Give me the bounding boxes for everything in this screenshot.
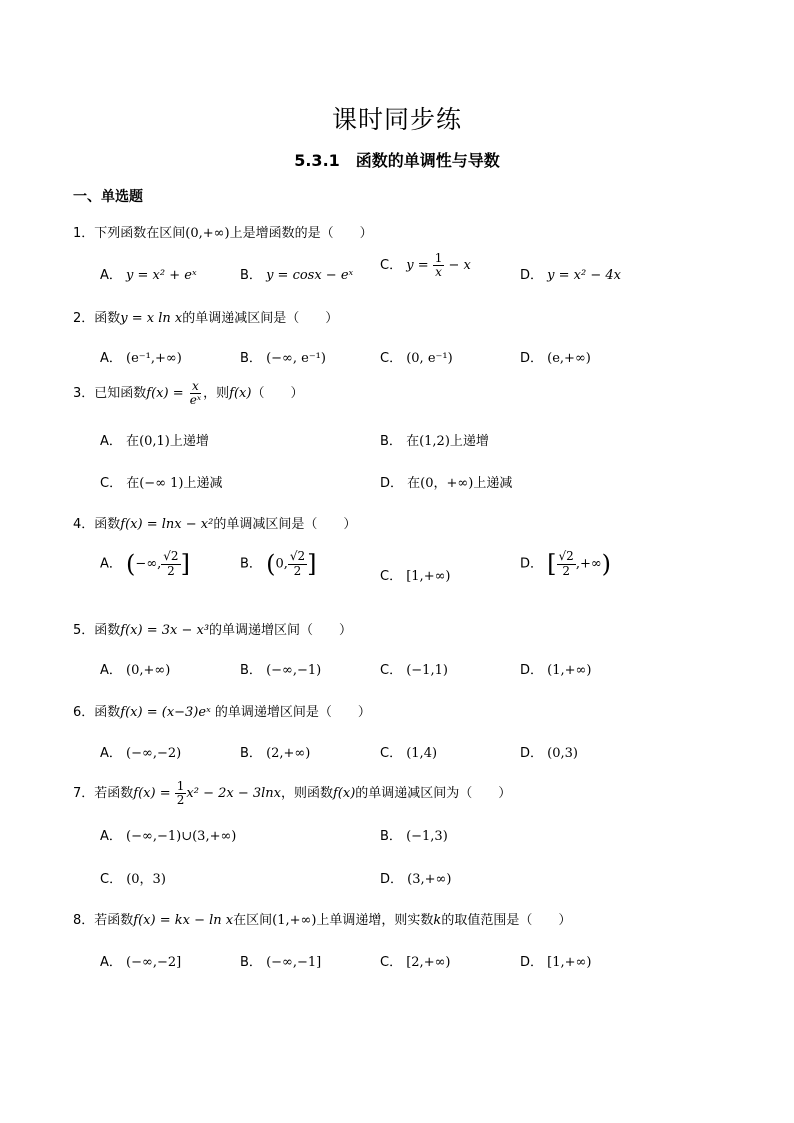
- bracket-close: ): [601, 550, 612, 578]
- option-2a[interactable]: [100, 347, 182, 366]
- question-text: 函数: [94, 517, 121, 532]
- bracket-open: (: [266, 550, 276, 578]
- option-text: (0，3): [126, 872, 166, 887]
- question-fraction: [188, 380, 203, 407]
- fraction-numerator: √2: [163, 549, 179, 564]
- option-label: A．: [100, 351, 122, 366]
- option-2d[interactable]: [520, 347, 591, 366]
- option-7b[interactable]: [380, 825, 448, 844]
- option-label: D．: [520, 268, 544, 283]
- option-3b[interactable]: [380, 430, 489, 449]
- option-label: C．: [380, 955, 403, 970]
- option-4a[interactable]: [100, 550, 190, 578]
- question-function: y = x ln x: [120, 311, 183, 326]
- option-label: A．: [100, 434, 122, 449]
- question-text-mid: ，则: [203, 386, 230, 402]
- question-8: [73, 909, 571, 928]
- bracket-close: ]: [307, 550, 317, 578]
- option-2b[interactable]: [240, 347, 326, 366]
- question-text-end: 的单调递增区间（ ）: [209, 623, 353, 638]
- question-text: 下列函数在区间: [94, 226, 186, 241]
- option-text: (−∞,−1): [266, 663, 322, 678]
- question-text: 若函数: [94, 913, 134, 928]
- bracket-open: [: [547, 550, 557, 578]
- option-8a[interactable]: [100, 951, 181, 970]
- question-4: [73, 513, 356, 532]
- option-text: 在: [407, 476, 421, 491]
- option-text: (−∞,−2): [126, 746, 182, 761]
- question-number: 5．: [73, 623, 95, 638]
- option-8b[interactable]: [240, 951, 321, 970]
- option-4b[interactable]: [240, 550, 317, 578]
- option-2c[interactable]: [380, 347, 453, 366]
- fraction-denominator: 2: [176, 793, 185, 808]
- option-label: B．: [240, 268, 262, 283]
- option-label: A．: [100, 663, 122, 678]
- option-label: B．: [240, 663, 262, 678]
- option-5b[interactable]: [240, 659, 321, 678]
- question-function: f(x) = (x−3)eˣ: [120, 705, 211, 720]
- question-text-mid: ，则函数: [280, 786, 333, 802]
- option-4c[interactable]: [380, 565, 451, 584]
- option-text: (1,4): [406, 746, 438, 761]
- fraction-numerator: 1: [176, 779, 185, 793]
- option-label: A．: [100, 556, 122, 572]
- option-text: (−∞,−2]: [126, 955, 182, 970]
- question-text: 函数: [94, 705, 121, 720]
- page-subtitle: 5.3.1 函数的单调性与导数: [294, 151, 500, 170]
- option-text-end: 上递增: [169, 434, 209, 449]
- option-8c[interactable]: [380, 951, 451, 970]
- option-text: [1,+∞): [406, 569, 451, 584]
- question-function: f(x) =: [133, 786, 175, 802]
- option-text: y =: [406, 258, 433, 274]
- bracket-open: (: [126, 550, 136, 578]
- question-function: f(x) =: [146, 386, 188, 402]
- option-label: A．: [100, 746, 122, 761]
- option-3c[interactable]: [100, 472, 223, 491]
- question-number: 4．: [73, 517, 95, 532]
- option-label: D．: [520, 663, 544, 678]
- question-function: f(x) = kx − ln x: [133, 913, 234, 928]
- option-label: C．: [100, 476, 123, 491]
- question-5: [73, 619, 352, 638]
- option-fraction: [288, 550, 307, 577]
- option-7a[interactable]: [100, 825, 236, 844]
- option-7d[interactable]: [380, 868, 451, 887]
- question-interval: (1,+∞): [272, 913, 317, 928]
- fraction-denominator: 2: [293, 563, 302, 578]
- question-text-end: 的单调减区间是（ ）: [213, 517, 357, 532]
- option-text-end: 上递减: [183, 476, 223, 491]
- question-3: [73, 380, 303, 407]
- option-text: 在: [126, 476, 140, 491]
- option-text-end: 上递增: [449, 434, 489, 449]
- option-label: C．: [380, 351, 403, 366]
- option-6a[interactable]: [100, 742, 181, 761]
- option-7c[interactable]: [100, 868, 166, 887]
- question-text-end: 的单调递减区间是（ ）: [182, 311, 339, 326]
- option-1d[interactable]: [520, 264, 621, 283]
- question-7: [73, 780, 511, 807]
- option-label: A．: [100, 268, 122, 283]
- option-label: D．: [520, 556, 544, 572]
- option-5c[interactable]: [380, 659, 448, 678]
- option-label: B．: [380, 434, 402, 449]
- question-function: f(x) = 3x − x³: [120, 623, 210, 638]
- question-text-mid: 在区间: [233, 913, 273, 928]
- option-text: y = x² − 4x: [547, 268, 621, 283]
- section-heading: 一、单选题: [73, 189, 143, 205]
- option-interval: (0,1): [139, 434, 170, 449]
- question-1: [73, 222, 373, 241]
- option-text: (−1,3): [406, 829, 448, 844]
- option-6c[interactable]: [380, 742, 437, 761]
- option-interval: (−∞ 1): [139, 476, 184, 491]
- option-interval: (1,2): [419, 434, 450, 449]
- fraction-denominator: 2: [167, 563, 175, 578]
- fraction-denominator: eˣ: [189, 393, 202, 408]
- option-1a[interactable]: [100, 264, 197, 283]
- option-4d[interactable]: [520, 550, 611, 578]
- option-text: (−∞,−1]: [266, 955, 322, 970]
- option-8d[interactable]: [520, 951, 591, 970]
- option-text: (−∞, e⁻¹): [266, 351, 326, 366]
- option-text: (0,+∞): [126, 663, 171, 678]
- option-1b[interactable]: [240, 264, 353, 283]
- question-text-end: 的取值范围是（ ）: [441, 913, 572, 928]
- question-interval: (0,+∞): [185, 226, 230, 241]
- option-label: D．: [380, 476, 404, 491]
- fraction-numerator: 1: [434, 251, 443, 265]
- question-text: 函数: [94, 623, 121, 638]
- option-text-end: 上递减: [473, 476, 513, 491]
- option-label: B．: [240, 746, 262, 761]
- option-text: [1,+∞): [547, 955, 592, 970]
- question-text-end: 上是增函数的是（ ）: [229, 226, 373, 241]
- question-text-end: 的单调递减区间为（ ）: [355, 786, 512, 802]
- question-function-2: f(x): [229, 386, 252, 402]
- question-variable: k: [433, 913, 442, 928]
- fraction-denominator: x: [435, 265, 442, 280]
- option-3d[interactable]: [380, 472, 512, 491]
- fraction-numerator: √2: [558, 549, 574, 564]
- option-text: ,+∞: [575, 556, 602, 572]
- option-label: C．: [380, 569, 403, 584]
- fraction-numerator: x: [192, 379, 199, 393]
- option-label: B．: [240, 556, 262, 572]
- option-label: A．: [100, 955, 122, 970]
- option-label: D．: [380, 872, 404, 887]
- option-label: B．: [380, 829, 402, 844]
- option-1c[interactable]: [380, 252, 471, 279]
- question-number: 6．: [73, 705, 95, 720]
- option-text: y = cosx − eˣ: [266, 268, 354, 283]
- option-label: D．: [520, 955, 544, 970]
- option-label: B．: [240, 955, 262, 970]
- bracket-close: ]: [180, 550, 190, 578]
- option-label: D．: [520, 746, 544, 761]
- option-text: 0,: [275, 556, 288, 572]
- question-text-mid-2: 上单调递增，则实数: [316, 913, 434, 928]
- option-text: −∞,: [135, 556, 162, 572]
- option-text: (1,+∞): [547, 663, 592, 678]
- question-number: 2．: [73, 311, 95, 326]
- question-function-2: f(x): [333, 786, 356, 802]
- question-fraction: [175, 780, 187, 807]
- option-text: (−1,1): [406, 663, 448, 678]
- page-title: 课时同步练: [331, 105, 462, 134]
- option-label: B．: [240, 351, 262, 366]
- option-text: (0, e⁻¹): [406, 351, 453, 366]
- option-text: (−∞,−1)∪(3,+∞): [126, 829, 237, 844]
- option-interval: (0，+∞): [420, 476, 474, 491]
- option-text: (e⁻¹,+∞): [126, 351, 182, 366]
- question-text: 函数: [94, 311, 121, 326]
- question-text-end: 的单调递增区间是（ ）: [210, 705, 371, 720]
- option-3a[interactable]: [100, 430, 209, 449]
- option-5d[interactable]: [520, 659, 591, 678]
- question-2: [73, 307, 338, 326]
- option-text: (0,3): [547, 746, 578, 761]
- question-function-rest: x² − 2x − 3lnx: [186, 786, 281, 802]
- option-label: C．: [380, 258, 403, 274]
- question-text: 若函数: [94, 786, 134, 802]
- question-6: [73, 701, 371, 720]
- option-label: C．: [100, 872, 123, 887]
- option-label: C．: [380, 746, 403, 761]
- option-text: (2,+∞): [266, 746, 311, 761]
- option-text: 在: [406, 434, 420, 449]
- option-6d[interactable]: [520, 742, 578, 761]
- option-label: A．: [100, 829, 122, 844]
- option-6b[interactable]: [240, 742, 310, 761]
- option-text: 在: [126, 434, 140, 449]
- option-text: (3,+∞): [407, 872, 452, 887]
- fraction-denominator: 2: [562, 563, 570, 578]
- option-text-end: − x: [444, 258, 471, 274]
- question-number: 1．: [73, 226, 95, 241]
- fraction-numerator: √2: [289, 549, 306, 564]
- question-number: 7．: [73, 786, 95, 802]
- option-fraction: [161, 550, 180, 577]
- question-text: 已知函数: [94, 386, 147, 402]
- question-function: f(x) = lnx − x²: [120, 517, 214, 532]
- option-label: C．: [380, 663, 403, 678]
- option-text: y = x² + eˣ: [126, 268, 197, 283]
- option-label: D．: [520, 351, 544, 366]
- option-text: [2,+∞): [406, 955, 451, 970]
- option-text: (e,+∞): [547, 351, 591, 366]
- question-text-end: （ ）: [251, 386, 304, 402]
- question-number: 8．: [73, 913, 95, 928]
- option-5a[interactable]: [100, 659, 170, 678]
- option-fraction: [557, 550, 576, 577]
- option-fraction: [433, 252, 445, 279]
- question-number: 3．: [73, 386, 95, 402]
